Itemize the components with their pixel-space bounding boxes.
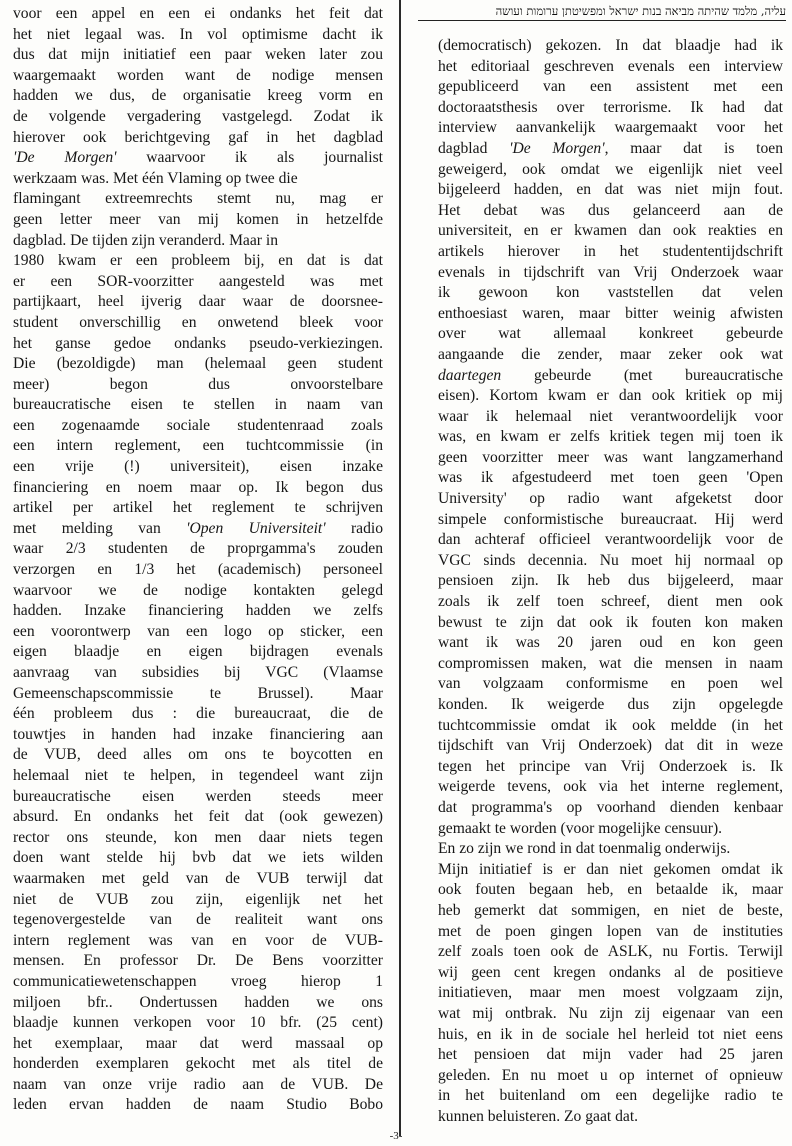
- text-line: blaadje kunnen verkopen voor 10 bfr. (25 cent): [13, 1014, 383, 1032]
- text-line: bewust te zijn dat ook ik fouten kon maken: [438, 613, 783, 631]
- text-line: evenals in tijdschrift van Vrij Onderzoek waar: [438, 263, 783, 281]
- text-line: er een SOR-voorzitter aangesteld was met: [13, 272, 383, 290]
- text-line: communicatiewetenschappen vroeg hierop 1: [13, 972, 383, 990]
- text-line: absurd. En ondanks het feit dat (ook gewezen): [13, 808, 383, 826]
- text-line: hierover ook berichtgeving gaf in het dagblad: [13, 128, 383, 146]
- text-line: financiering en noem maar op. Ik begon dus: [13, 478, 383, 496]
- text-line: over wat allemaal konkreet gebeurde: [438, 325, 783, 343]
- text-line: de volgende vergadering vastgelegd. Zodat ik: [13, 107, 383, 125]
- text-line: ook fouten begaan heb, en betaalde ik, maar: [438, 881, 783, 899]
- page-number: -3-: [389, 1130, 403, 1142]
- text-line: het ganse gedoe ondanks pseudo-verkiezingen.: [13, 334, 383, 352]
- text-line-part: waarvoor ik als journalist: [116, 149, 383, 167]
- italic-title: 'De Morgen': [509, 139, 605, 157]
- text-line: in het buitenland om een degelijke radio te: [438, 1087, 783, 1105]
- text-line: pensioen zijn. Ik heb dus bijgeleerd, maar: [438, 572, 783, 590]
- text-line: wat mij ontbrak. Nu zijn zij eigenaar van een: [438, 1004, 783, 1022]
- text-line: doen want stelde hij bvb dat we iets wilden: [13, 849, 383, 867]
- text-line: En zo zijn we rond in dat toenmalig onderwijs.: [438, 840, 731, 858]
- text-line: bijgeleerd hadden, en dat was niet mijn fout.: [438, 181, 783, 199]
- text-line: wij geen cent kregen ondanks al de positieve: [438, 963, 783, 981]
- text-line: meer) begon dus onvoorstelbare: [13, 375, 383, 393]
- text-line: Mijn initiatief is er dan niet gekomen omdat ik: [438, 860, 783, 878]
- text-line: konden. Ik weigerde dus zijn opgelegde: [438, 696, 783, 713]
- text-line: aanvraag van subsidies bij VGC (Vlaamse: [13, 664, 383, 681]
- column-divider: [399, 0, 401, 1136]
- text-line: 1980 kwam er een probleem bij, en dat is dat: [13, 252, 383, 270]
- text-line: mensen. En professor Dr. De Bens voorzitter: [13, 952, 383, 970]
- text-line: intern reglement was van en voor de VUB-: [13, 931, 383, 949]
- text-line-part: radio: [325, 519, 383, 537]
- text-line: helemaal niet te helpen, in tegendeel want zijn: [13, 766, 383, 784]
- text-line: leden ervan hadden de naam Studio Bobo: [13, 1096, 383, 1114]
- text-line: niet de VUB zou zijn, eigenlijk net het: [13, 890, 383, 908]
- text-line: het pensioen dat mijn vader had 25 jaren: [438, 1046, 783, 1064]
- text-line: waarvoor we de nodige kontakten gelegd: [13, 581, 383, 599]
- text-line: aangaande die zender, maar zeker ook wat: [438, 345, 783, 363]
- text-line: [438, 366, 783, 387]
- text-line: verzorgen en 1/3 het (academisch) personeel: [13, 561, 383, 579]
- text-line: waar 2/3 studenten de proprgamma's zouden: [13, 540, 383, 558]
- text-line: waarmaken met geld van de VUB terwijl dat: [13, 869, 383, 887]
- text-line: het exemplaar, maar dat werd massaal op: [13, 1034, 383, 1052]
- text-line: een zogenaamde sociale studentenraad zoals: [13, 416, 383, 434]
- text-line: heb gemerkt dat sommigen, en niet de beste,: [438, 901, 783, 919]
- text-line: universiteit, en er kwamen dan ook reakties en: [438, 222, 783, 240]
- text-line: naam van onze vrije radio aan de VUB. De: [13, 1075, 383, 1093]
- text-line: doctoraatsthesis over terrorisme. Ik had dat: [438, 98, 783, 116]
- left-text-column: [13, 4, 383, 1116]
- text-line: miljoen bfr.. Ondertussen hadden we ons: [13, 993, 383, 1011]
- hebrew-header-line: עליה, מלמד שהיתה מביאה בנות ישראל ומפשיטתן ערומות ועושה: [418, 4, 786, 21]
- text-line: dan achteraf officieel verantwoordelijk voor de: [438, 531, 783, 549]
- text-line: was ik afgestudeerd met toen geen 'Open: [438, 469, 783, 487]
- text-line: met de poen gingen lopen van de instituties: [438, 922, 783, 940]
- text-line: hadden we dus, de organisatie kreeg vorm en: [13, 87, 383, 105]
- text-line: de VUB, deed alles om ons te boycotten en: [13, 746, 383, 764]
- text-line: Gemeenschapscommissie te Brussel). Maar: [13, 684, 383, 702]
- text-line: touwtjes in handen had inzake financiering aan: [13, 725, 383, 743]
- text-line: [13, 519, 383, 540]
- text-line: bureaucratische eisen te stellen in naam van: [13, 396, 383, 414]
- text-line: geen voorzitter meer was want langzamerhand: [438, 448, 783, 466]
- text-line: simpele conformistische bureaucraat. Hij werd: [438, 510, 783, 528]
- text-line-part: dagblad: [438, 139, 510, 157]
- text-line: VGC sinds decennia. Nu moet hij normaal op: [438, 551, 783, 569]
- text-line: geleden. En nu moet u op internet of opnieuw: [438, 1066, 783, 1084]
- text-line: weigerde tevens, ook via het interne reglement,: [438, 778, 783, 796]
- text-line: kunnen beluisteren. Zo gaat dat.: [438, 1107, 639, 1125]
- text-line: waar ik helemaal niet verantwoordelijk voor: [438, 407, 783, 425]
- text-line: gemaakt te worden (voor mogelijke censuur).: [438, 819, 723, 837]
- text-line: eisen). Kortom kwam er dan ook kritiek op mij: [438, 387, 783, 405]
- text-line: honderden exemplaren gekocht met als titel de: [13, 1055, 383, 1073]
- text-line: een vrije (!) universiteit), eisen inzake: [13, 458, 383, 476]
- text-line: flamingant extreemrechts stemt nu, mag er: [13, 190, 383, 208]
- text-line: tuchtcommissie omdat ik ook meldde (in het: [438, 716, 783, 734]
- text-line: bureaucratische eisen werden steeds meer: [13, 787, 383, 805]
- text-line: student onverschillig en onwetend bleek voor: [13, 313, 383, 331]
- text-line: dagblad. De tijden zijn veranderd. Maar in: [13, 231, 278, 249]
- text-line: Die (bezoldigde) man (helemaal geen student: [13, 355, 383, 373]
- text-line: want ik was 20 jaren oud en kon geen: [438, 634, 783, 652]
- text-line: tegen het principe van Vrij Onderzoek is. Ik: [438, 757, 783, 775]
- text-line: gepubliceerd van een assistent met een: [438, 78, 783, 96]
- text-line: tegenovergestelde van de realiteit want ons: [13, 911, 383, 929]
- italic-title: 'De Morgen': [13, 149, 117, 167]
- text-line: eigen blaadje en eigen bijdragen evenals: [13, 643, 383, 661]
- text-line: partijkaart, heel ijverig daar waar de doorsnee-: [13, 293, 383, 311]
- text-line: (democratisch) gekozen. In dat blaadje had ik: [438, 37, 783, 54]
- text-line-part: met melding van: [13, 519, 187, 537]
- text-line: werkzaam was. Met één Vlaming op twee die: [13, 169, 298, 187]
- text-line: voor een appel en een ei ondanks het feit dat: [13, 5, 383, 22]
- text-line: één probleem dus : die bureaucraat, die de: [13, 705, 383, 723]
- text-line: van volgzaam conformisme en poen wel: [438, 675, 783, 693]
- text-line: zoals ik zelf toen schreef, dient men ook: [438, 593, 783, 611]
- text-line-part: , maar dat is toen: [604, 139, 783, 157]
- text-line: geweigerd, ook omdat we eigenlijk niet veel: [438, 160, 783, 178]
- text-line: het editoriaal geschreven evenals een interview: [438, 57, 783, 75]
- italic-title: daartegen: [438, 366, 502, 384]
- text-line: was, en kwam er zelfs kritiek tegen mij toen ik: [438, 428, 783, 446]
- text-line: ik gewoon kon vaststellen dat velen: [438, 284, 783, 302]
- text-line: initiatieven, maar men moest volgzaam zijn,: [438, 984, 783, 1002]
- text-line: artikel per artikel het reglement te schrijven: [13, 499, 383, 517]
- text-line: geen letter meer van mij komen in hetzelfde: [13, 210, 383, 228]
- text-line: zelf zoals toen ook de ASLK, nu Fortis. Terwijl: [438, 943, 783, 961]
- text-line: artikels hierover in het studententijdschrift: [438, 242, 783, 260]
- text-line-part: gebeurde (met bureaucratische: [501, 366, 783, 384]
- text-line: tijdschift van Vrij Onderzoek) dat dit in weze: [438, 737, 783, 755]
- text-line: rector ons steunde, kon men daar niets tegen: [13, 828, 383, 846]
- text-line: dus dat mijn initiatief een paar weken later zou: [13, 46, 383, 64]
- text-line: een intern reglement, een tuchtcommissie (in: [13, 437, 383, 455]
- text-line: Het debat was dus gelanceerd aan de: [438, 201, 783, 219]
- text-line: interview aanvankelijk waargemaakt voor het: [438, 119, 783, 137]
- text-line: dat programma's op voorhand dienden kenbaar: [438, 798, 783, 816]
- text-line: [438, 139, 783, 160]
- text-line: University' op radio want afgeketst door: [438, 490, 783, 508]
- right-text-column: [438, 36, 783, 1127]
- text-line: compromissen maken, wat die mensen in naam: [438, 654, 783, 672]
- italic-title: 'Open Universiteit': [186, 519, 326, 537]
- text-line: enthoesiast waren, maar bitter weinig afwisten: [438, 304, 783, 322]
- text-line: een voorontwerp van een logo op sticker, een: [13, 622, 383, 640]
- text-line: het niet legaal was. In vol optimisme dacht ik: [13, 25, 383, 43]
- text-line: hadden. Inzake financiering hadden we zelfs: [13, 602, 383, 620]
- text-line: waargemaakt worden want de nodige mensen: [13, 66, 383, 84]
- text-line: huis, en ik in de sociale hel herleid tot niet eens: [438, 1025, 783, 1043]
- text-line: [13, 148, 383, 169]
